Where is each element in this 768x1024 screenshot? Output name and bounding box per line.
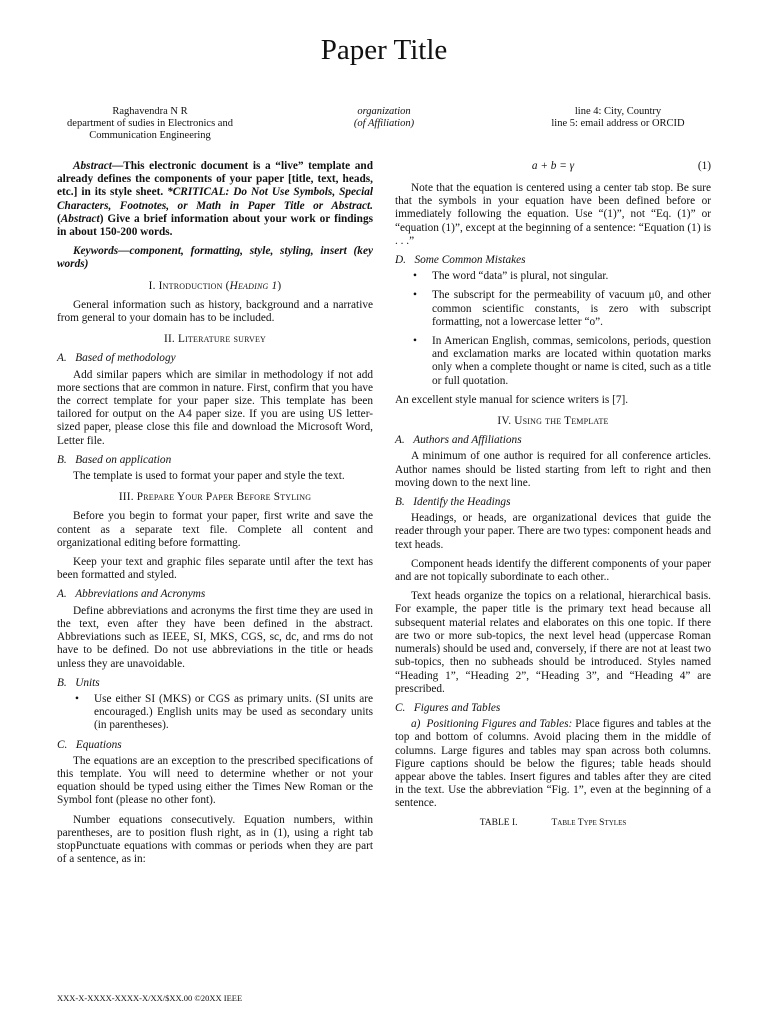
subsection-label: B. [57, 453, 67, 466]
subsection-title: Abbreviations and Acronyms [75, 588, 206, 601]
bullet-icon: • [413, 270, 417, 283]
prepare-paragraph-1: Before you begin to format your paper, first write and save the content as a separate text file. Complete all content and organizational editing before formatting. [57, 510, 373, 549]
abstract-tail-post: ) Give a brief information about your work or findings in about 150-200 words. [57, 212, 373, 239]
section-number: I. [148, 279, 156, 292]
subsection-heading-headings [395, 496, 711, 509]
section-title: Introduction [158, 279, 223, 292]
list-item [395, 335, 711, 388]
equation-1 [395, 160, 711, 174]
heading-paren-close: ) [277, 279, 282, 292]
table-number: TABLE I. [479, 817, 518, 828]
subsubsection-title: Positioning Figures and Tables: [426, 718, 573, 731]
bullet-icon: • [413, 335, 417, 348]
subsection-title: Figures and Tables [413, 701, 501, 714]
subsection-heading-methodology [57, 352, 373, 365]
subsection-title: Some Common Mistakes [414, 254, 526, 267]
subsection-label: D. [395, 254, 406, 267]
subsection-label: C. [395, 701, 406, 714]
subsection-label: A. [57, 352, 67, 365]
paper-title: Paper Title [320, 34, 448, 66]
subsection-heading-authors [395, 434, 711, 447]
headings-paragraph-2: Component heads identify the different components of your paper and are not topically subordinate to each other.. [395, 557, 711, 584]
equation-note-paragraph: Note that the equation is centered using a center tab stop. Be sure that the symbols in your equation have been defined before or immediately following the equation. Use “(1)”, not “Eq. (1)” or “equation (1)”, except at the beginning of a sentence: “Equation (1) is . . .” [395, 182, 711, 247]
list-item-text: The word “data” is plural, not singular. [432, 270, 609, 283]
section-title: Prepare Your Paper Before Styling [136, 491, 312, 504]
abstract-text: This electronic document is a “live” template and already defines the components of your paper [title, text, heads, etc.] in its style sheet. [57, 160, 373, 199]
list-item [395, 270, 711, 283]
author-block-3 [500, 106, 736, 130]
subsection-heading-equations [57, 739, 373, 752]
author-city: line 4: City, Country [574, 106, 662, 117]
figures-paragraph [395, 718, 711, 810]
author-organization: organization [357, 106, 411, 117]
table-title: Table Type Styles [551, 817, 627, 828]
intro-paragraph: General information such as history, background and a narrative from general to your domain has to be included. [57, 298, 373, 325]
subsection-heading-mistakes [395, 254, 711, 267]
equation-expression: a + b = γ [531, 160, 575, 172]
figures-text: Place figures and tables at the top and bottom of columns. Avoid placing them in the middle of columns. Large figures and tables may span across both columns. Figure captions should be below the figures; table heads should appear above the tables. Insert figures and tables after they are cited in the text. Use the abbreviation “Fig. 1”, even at the beginning of a sentence. [395, 718, 711, 810]
abstract-dash: — [111, 160, 124, 172]
subsection-label: A. [395, 434, 405, 447]
keywords-label: Keywords [73, 245, 119, 258]
subsection-label: C. [57, 738, 68, 751]
section-number: II. [163, 333, 175, 346]
subsection-title: Identify the Headings [413, 496, 511, 509]
equations-paragraph-1: The equations are an exception to the prescribed specifications of this template. You will need to determine whether or not your equation should be typed using either the Times New Roman or the Symbol font (please no other font). [57, 754, 373, 807]
subsection-heading-abbreviations [57, 588, 373, 601]
left-column [57, 160, 373, 872]
section-heading-prepare [57, 491, 373, 504]
list-item [395, 289, 711, 329]
subsection-title: Authors and Affiliations [413, 434, 522, 447]
copyright-footer: XXX-X-XXXX-XXXX-X/XX/$XX.00 ©20XX IEEE [57, 993, 243, 1003]
author-department: department of sudies in Electronics and [67, 118, 233, 129]
abbreviations-paragraph: Define abbreviations and acronyms the first time they are used in the text, even after they have been defined in the abstract. Abbreviations such as IEEE, SI, MKS, CGS, sc, dc, and rms do not have to be defined. Do not use abbreviations in the title or heads unless they are unavoidable. [57, 604, 373, 670]
subsection-label: B. [395, 496, 405, 509]
author-name: Raghavendra N R [112, 106, 188, 117]
section-title: Literature survey [177, 333, 267, 346]
equation-number: (1) [697, 160, 711, 172]
mistakes-list [395, 270, 711, 388]
heading-style-name: Heading 1 [229, 279, 278, 292]
section-title: Using the Template [514, 415, 609, 428]
subsection-label: A. [57, 588, 67, 601]
author-email: line 5: email address or ORCID [551, 118, 685, 129]
section-heading-introduction [57, 280, 373, 293]
subsection-title: Based of methodology [75, 352, 176, 365]
headings-paragraph-3: Text heads organize the topics on a relational, hierarchical basis. For example, the paper title is the primary text head because all subsequent material relates and elaborates on this one topic. If there are two or more sub-topics, the next level head (uppercase Roman numerals) should be used and, conversely, if there are not at least two sub-topics, then no subheads should be introduced. Styles named “Heading 1”, “Heading 2”, “Heading 3”, and “Heading 4” are prescribed. [395, 590, 711, 695]
right-column [395, 160, 711, 830]
section-heading-literature [57, 333, 373, 346]
methodology-paragraph: Add similar papers which are similar in methodology if not add more sections that are common in nature. First, confirm that you have the correct template for your paper size. This template has been tailored for output on the A4 paper size. If you are using US letter-sized paper, please close this file and download the Microsoft Word, Letter file. [57, 368, 373, 447]
headings-paragraph-1: Headings, or heads, are organizational devices that guide the reader through your paper. There are two types: component heads and text heads. [395, 512, 711, 551]
section-heading-template [395, 415, 711, 428]
prepare-paragraph-2: Keep your text and graphic files separate until after the text has been formatted and styled. [57, 556, 373, 582]
bullet-icon: • [75, 692, 79, 705]
subsection-label: B. [57, 676, 67, 689]
application-paragraph: The template is used to format your paper and style the text. [73, 470, 345, 483]
abstract-tail-pre: ( [57, 212, 61, 225]
list-item-text: The subscript for the permeability of vacuum μ0, and other common scientific constants, is zero with subscript formatting, not a lowercase letter “o”. [432, 289, 711, 328]
author-affiliation: (of Affiliation) [353, 118, 415, 129]
abstract-critical: *CRITICAL: Do Not Use Symbols, Special Characters, Footnotes, or Math in Paper Title or Abstract. [57, 186, 373, 212]
subsection-title: Units [75, 676, 100, 689]
list-item-text: Use either SI (MKS) or CGS as primary units. (SI units are encouraged.) English units may be used as secondary units (in parentheses). [94, 692, 373, 732]
section-number: IV. [497, 415, 512, 428]
abstract-label: Abstract [73, 160, 112, 172]
authors-paragraph: A minimum of one author is required for all conference articles. Author names should be listed starting from left to right and then moving down to the next line. [395, 450, 711, 489]
list-item-text: In American English, commas, semicolons, periods, question and exclamation marks are located within quotation marks only when a complete thought or name is cited, such as a title or full quotation. [432, 335, 711, 387]
keywords-text: —component, formatting, style, styling, insert (key words) [57, 245, 373, 271]
keywords [57, 245, 373, 271]
bullet-icon: • [413, 289, 417, 302]
units-list [57, 693, 373, 733]
list-item [57, 693, 373, 733]
author-block-1 [40, 106, 260, 142]
abstract-tail-word: Abstract [60, 212, 100, 225]
subsection-title: Equations [75, 738, 122, 751]
author-block-2 [300, 106, 468, 130]
subsection-heading-units [57, 677, 373, 690]
subsection-title: Based on application [75, 453, 172, 466]
style-manual-paragraph: An excellent style manual for science writers is [7]. [395, 393, 629, 406]
subsection-heading-application [57, 454, 373, 467]
equations-paragraph-2: Number equations consecutively. Equation numbers, within parentheses, are to position flush right, as in (1), using a right tab stopPunctuate equations with commas or periods when they are part of a sentence, as in: [57, 813, 373, 866]
subsection-heading-figures [395, 702, 711, 715]
table-caption [395, 817, 711, 830]
heading-paren-open: ( [222, 279, 230, 292]
section-number: III. [118, 491, 134, 504]
subsubsection-label: a) [411, 718, 421, 731]
abstract [57, 160, 373, 239]
author-department-cont: Communication Engineering [89, 130, 211, 141]
